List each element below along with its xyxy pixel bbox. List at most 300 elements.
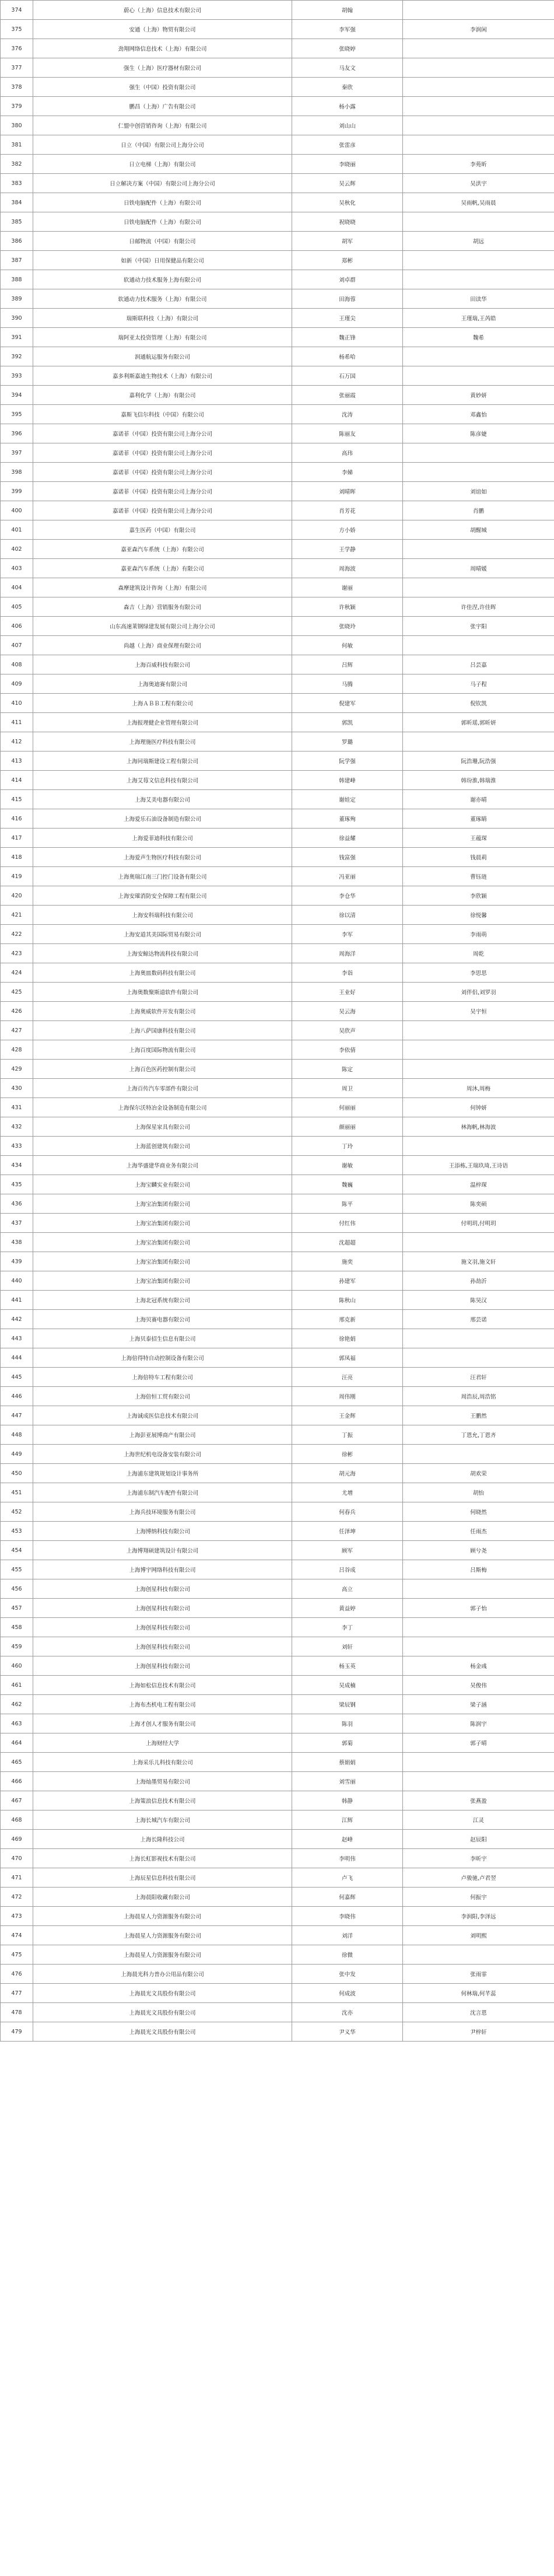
contact-name-cell: 李娣 [292, 463, 403, 482]
table-row [1, 1445, 554, 1464]
row-number-cell: 463 [1, 1714, 33, 1733]
row-number-cell: 407 [1, 636, 33, 655]
contact-name-cell: 祝晓晓 [292, 212, 403, 232]
table-row [1, 1888, 554, 1907]
family-names-cell: 李润阳,李泽远 [403, 1907, 554, 1926]
company-name-cell: 上海兵技环境服务有限公司 [33, 1502, 292, 1522]
contact-name-cell: 王学静 [292, 540, 403, 559]
table-row [1, 1002, 554, 1021]
row-number-cell: 398 [1, 463, 33, 482]
table-row [1, 1348, 554, 1368]
company-name-cell: 上海创星科技有限公司 [33, 1618, 292, 1637]
table-row [1, 540, 554, 559]
row-number-cell: 477 [1, 1984, 33, 2003]
row-number-cell: 432 [1, 1117, 33, 1137]
row-number-cell: 381 [1, 135, 33, 155]
company-name-cell: 嘉诺菲（中国）投资有限公司上海分公司 [33, 443, 292, 463]
contact-name-cell: 王瑾尖 [292, 309, 403, 328]
row-number-cell: 462 [1, 1695, 33, 1714]
family-names-cell: 陈润宇 [403, 1714, 554, 1733]
contact-name-cell: 李丁 [292, 1618, 403, 1637]
row-number-cell: 437 [1, 1214, 33, 1233]
contact-name-cell: 何春兵 [292, 1502, 403, 1522]
company-name-cell: 上海安科瑞科技有限公司 [33, 906, 292, 925]
contact-name-cell: 李依倩 [292, 1040, 403, 1060]
contact-name-cell: 吴欣声 [292, 1021, 403, 1040]
contact-name-cell: 付红伟 [292, 1214, 403, 1233]
family-names-cell [403, 1329, 554, 1348]
contact-name-cell: 李军 [292, 925, 403, 944]
contact-name-cell: 李晓伟 [292, 1907, 403, 1926]
table-body [1, 1, 554, 2042]
table-row [1, 58, 554, 78]
contact-name-cell: 杨小露 [292, 97, 403, 116]
family-names-cell: 李昕宇 [403, 1849, 554, 1868]
contact-name-cell: 高玮 [292, 443, 403, 463]
table-row [1, 1984, 554, 2003]
contact-name-cell: 黄益婷 [292, 1599, 403, 1618]
row-number-cell: 377 [1, 58, 33, 78]
family-names-cell [403, 270, 554, 289]
family-names-cell: 谢亦晴 [403, 790, 554, 809]
row-number-cell: 444 [1, 1348, 33, 1368]
row-number-cell: 440 [1, 1271, 33, 1291]
table-row [1, 309, 554, 328]
contact-name-cell: 方小娇 [292, 520, 403, 540]
table-row [1, 270, 554, 289]
contact-name-cell: 尹义华 [292, 2022, 403, 2042]
contact-name-cell: 李仓华 [292, 886, 403, 906]
company-name-cell: 蔚心（上海）信息技术有限公司 [33, 1, 292, 20]
company-name-cell: 上海安璀消防安全保障工程有限公司 [33, 886, 292, 906]
company-name-cell: 山东高速莱钢绿建发展有限公司上海分公司 [33, 617, 292, 636]
row-number-cell: 424 [1, 963, 33, 983]
contact-name-cell: 何丽丽 [292, 1098, 403, 1117]
row-number-cell: 402 [1, 540, 33, 559]
family-names-cell [403, 1233, 554, 1252]
row-number-cell: 429 [1, 1060, 33, 1079]
family-names-cell: 吕斯梅 [403, 1560, 554, 1579]
family-names-cell: 胡远 [403, 232, 554, 251]
table-row [1, 1156, 554, 1175]
family-names-cell: 张宇阳 [403, 617, 554, 636]
contact-name-cell: 沈亦 [292, 2003, 403, 2022]
family-names-cell: 吴俊伟 [403, 1676, 554, 1695]
table-row [1, 1252, 554, 1271]
company-name-cell: 上海灿墨贸易有限公司 [33, 1772, 292, 1791]
company-name-cell: 上海倍得特自动控制设备有限公司 [33, 1348, 292, 1368]
contact-name-cell: 刘轩 [292, 1637, 403, 1656]
row-number-cell: 427 [1, 1021, 33, 1040]
contact-name-cell: 秦欣 [292, 78, 403, 97]
row-number-cell: 453 [1, 1522, 33, 1541]
company-name-cell: 强生（上海）医疗器材有限公司 [33, 58, 292, 78]
contact-name-cell: 郭菊 [292, 1733, 403, 1753]
family-names-cell: 黄妙妍 [403, 386, 554, 405]
company-name-cell: 上海晨光科力普办公用品有限公司 [33, 1965, 292, 1984]
contact-name-cell: 何嘉辉 [292, 1888, 403, 1907]
row-number-cell: 459 [1, 1637, 33, 1656]
table-row [1, 482, 554, 501]
row-number-cell: 454 [1, 1541, 33, 1560]
company-name-cell: 上海华盛建华商业务有限公司 [33, 1156, 292, 1175]
company-name-cell: 上海安道其美国际贸易有限公司 [33, 925, 292, 944]
row-number-cell: 469 [1, 1830, 33, 1849]
table-row [1, 1695, 554, 1714]
table-row [1, 1753, 554, 1772]
company-name-cell: 上海艾美电器有限公司 [33, 790, 292, 809]
table-row [1, 694, 554, 713]
family-names-cell: 温梓琛 [403, 1175, 554, 1194]
contact-name-cell: 吴云辉 [292, 174, 403, 193]
family-names-cell: 刘谊如 [403, 482, 554, 501]
contact-name-cell: 高立 [292, 1579, 403, 1599]
row-number-cell: 395 [1, 405, 33, 424]
table-row [1, 1483, 554, 1502]
row-number-cell: 460 [1, 1656, 33, 1676]
company-name-cell: 上海博纳科技有限公司 [33, 1522, 292, 1541]
table-row [1, 655, 554, 674]
company-name-cell: 上海同瑞斯建设工程有限公司 [33, 752, 292, 771]
company-name-cell: 上海晨光文具股份有限公司 [33, 2022, 292, 2042]
company-name-cell: 上海倍恒工贸有限公司 [33, 1387, 292, 1406]
row-number-cell: 458 [1, 1618, 33, 1637]
family-names-cell: 刘伴侣,刘罗羽 [403, 983, 554, 1002]
contact-name-cell: 何成波 [292, 1984, 403, 2003]
family-names-cell [403, 1753, 554, 1772]
company-name-cell: 森吉（上海）营销服务有限公司 [33, 597, 292, 617]
contact-name-cell: 卢飞 [292, 1868, 403, 1888]
table-row [1, 443, 554, 463]
row-number-cell: 375 [1, 20, 33, 39]
row-number-cell: 468 [1, 1810, 33, 1830]
row-number-cell: 401 [1, 520, 33, 540]
family-names-cell: 周浩辰,周浩铭 [403, 1387, 554, 1406]
contact-name-cell: 郭凤福 [292, 1348, 403, 1368]
table-row [1, 944, 554, 963]
contact-name-cell: 刘洋 [292, 1926, 403, 1945]
row-number-cell: 446 [1, 1387, 33, 1406]
company-name-cell: 上海策浪信息技术有限公司 [33, 1791, 292, 1810]
table-row [1, 1464, 554, 1483]
row-number-cell: 445 [1, 1368, 33, 1387]
family-names-cell: 李雨萌 [403, 925, 554, 944]
contact-name-cell: 张中发 [292, 1965, 403, 1984]
contact-name-cell: 邢克新 [292, 1310, 403, 1329]
table-row [1, 1830, 554, 1849]
company-name-cell: 上海百色医药控制有限公司 [33, 1060, 292, 1079]
table-row [1, 1772, 554, 1791]
family-names-cell: 吕芸嘉 [403, 655, 554, 674]
contact-name-cell: 吴成楠 [292, 1676, 403, 1695]
company-name-cell: 上海布杰机电工程有限公司 [33, 1695, 292, 1714]
table-row [1, 251, 554, 270]
contact-name-cell: 陈丽友 [292, 424, 403, 443]
company-name-cell: 软通动力技术服务（上海）有限公司 [33, 289, 292, 309]
family-names-cell: 孙劼沂 [403, 1271, 554, 1291]
company-name-cell: 嘉亚森汽车系统（上海）有限公司 [33, 540, 292, 559]
company-name-cell: 上海宝冶集团有限公司 [33, 1214, 292, 1233]
row-number-cell: 392 [1, 347, 33, 366]
table-row [1, 906, 554, 925]
contact-name-cell: 沈涛 [292, 405, 403, 424]
contact-name-cell: 郑彬 [292, 251, 403, 270]
table-row [1, 289, 554, 309]
company-name-cell: 嘉诺菲（中国）投资有限公司上海分公司 [33, 463, 292, 482]
table-row [1, 752, 554, 771]
contact-name-cell: 周卫 [292, 1079, 403, 1098]
row-number-cell: 425 [1, 983, 33, 1002]
company-name-cell: 上海艾莓文信息科技有限公司 [33, 771, 292, 790]
table-row [1, 1945, 554, 1965]
table-row [1, 867, 554, 886]
family-names-cell: 郭昕瑶,郭昕妍 [403, 713, 554, 732]
row-number-cell: 382 [1, 155, 33, 174]
family-names-cell [403, 135, 554, 155]
contact-name-cell: 韩建峰 [292, 771, 403, 790]
contact-name-cell: 梁辰钢 [292, 1695, 403, 1714]
table-row [1, 732, 554, 752]
contact-name-cell: 汪亮 [292, 1368, 403, 1387]
contact-name-cell: 张雷彦 [292, 135, 403, 155]
table-row [1, 366, 554, 386]
company-name-cell: 上海奥皿数码科技有限公司 [33, 963, 292, 983]
family-names-cell: 胡醒城 [403, 520, 554, 540]
company-name-cell: 瑞斯联科技（上海）有限公司 [33, 309, 292, 328]
table-row [1, 925, 554, 944]
row-number-cell: 456 [1, 1579, 33, 1599]
contact-name-cell: 谢敏 [292, 1156, 403, 1175]
family-names-cell: 周沐,周梅 [403, 1079, 554, 1098]
row-number-cell: 471 [1, 1868, 33, 1888]
row-number-cell: 403 [1, 559, 33, 578]
table-row [1, 116, 554, 135]
row-number-cell: 413 [1, 752, 33, 771]
table-row [1, 1656, 554, 1676]
table-row [1, 405, 554, 424]
family-names-cell: 何林瑞,何芊蕊 [403, 1984, 554, 2003]
family-names-cell: 刘明熙 [403, 1926, 554, 1945]
row-number-cell: 442 [1, 1310, 33, 1329]
contact-name-cell: 谢丽 [292, 578, 403, 597]
table-row [1, 559, 554, 578]
company-name-cell: 嘉生医药（中国）有限公司 [33, 520, 292, 540]
company-name-cell: 嘉诺菲（中国）投资有限公司上海分公司 [33, 482, 292, 501]
table-row [1, 597, 554, 617]
table-row [1, 1791, 554, 1810]
table-row [1, 1907, 554, 1926]
company-name-cell: 上海贝泰招生信息有限公司 [33, 1329, 292, 1348]
table-row [1, 232, 554, 251]
family-names-cell: 胡欢荣 [403, 1464, 554, 1483]
row-number-cell: 470 [1, 1849, 33, 1868]
contact-name-cell: 周海波 [292, 559, 403, 578]
company-name-cell: 劲翔网络信息技术（上海）有限公司 [33, 39, 292, 58]
family-names-cell [403, 443, 554, 463]
family-names-cell: 林海帆,林海波 [403, 1117, 554, 1137]
table-row [1, 1079, 554, 1098]
company-name-cell: 日铁电脑配件（上海）有限公司 [33, 212, 292, 232]
contact-name-cell: 周伟刚 [292, 1387, 403, 1406]
company-name-cell: 上海爱菲迪科技有限公司 [33, 829, 292, 848]
company-name-cell: 上海安鲸达物流科技有限公司 [33, 944, 292, 963]
table-row [1, 578, 554, 597]
contact-name-cell: 刘山山 [292, 116, 403, 135]
contact-name-cell: 谢娃定 [292, 790, 403, 809]
table-row [1, 328, 554, 347]
family-names-cell: 徐悦馨 [403, 906, 554, 925]
family-names-cell: 张燕盈 [403, 1791, 554, 1810]
table-row [1, 983, 554, 1002]
contact-name-cell: 何敏 [292, 636, 403, 655]
contact-name-cell: 张丽霞 [292, 386, 403, 405]
contact-name-cell: 尤增 [292, 1483, 403, 1502]
company-name-cell: 上海保星家具有限公司 [33, 1117, 292, 1137]
contact-name-cell: 田海蓉 [292, 289, 403, 309]
contact-name-cell: 陈秋山 [292, 1291, 403, 1310]
company-name-cell: 日立电梯（上海）有限公司 [33, 155, 292, 174]
family-names-cell: 吴洪宇 [403, 174, 554, 193]
company-name-cell: 上海晨星人力资源服务有限公司 [33, 1907, 292, 1926]
table-row [1, 1406, 554, 1425]
contact-name-cell: 阮学强 [292, 752, 403, 771]
row-number-cell: 378 [1, 78, 33, 97]
table-row [1, 617, 554, 636]
table-row [1, 1021, 554, 1040]
family-names-cell [403, 1348, 554, 1368]
table-row [1, 2022, 554, 2042]
company-name-cell: 上海宝冶集团有限公司 [33, 1194, 292, 1214]
row-number-cell: 423 [1, 944, 33, 963]
contact-name-cell: 任泽坤 [292, 1522, 403, 1541]
company-name-cell: 上海如松信息技术有限公司 [33, 1676, 292, 1695]
family-names-cell: 王添栋,王瑞玖琦,王诗语 [403, 1156, 554, 1175]
family-names-cell: 张雨霏 [403, 1965, 554, 1984]
contact-name-cell: 刘雪丽 [292, 1772, 403, 1791]
company-name-cell: 上海北冠系统有限公司 [33, 1291, 292, 1310]
row-number-cell: 416 [1, 809, 33, 829]
family-names-cell [403, 540, 554, 559]
company-name-cell: 上海采乐儿科技有限公司 [33, 1753, 292, 1772]
table-row [1, 424, 554, 443]
row-number-cell: 434 [1, 1156, 33, 1175]
row-number-cell: 457 [1, 1599, 33, 1618]
family-names-cell [403, 1579, 554, 1599]
company-name-cell: 上海世纪机电设备安装有限公司 [33, 1445, 292, 1464]
row-number-cell: 461 [1, 1676, 33, 1695]
company-name-cell: 上海创星科技有限公司 [33, 1599, 292, 1618]
row-number-cell: 451 [1, 1483, 33, 1502]
table-row [1, 1618, 554, 1637]
contact-name-cell: 徐彬 [292, 1445, 403, 1464]
row-number-cell: 379 [1, 97, 33, 116]
family-names-cell: 顾兮尧 [403, 1541, 554, 1560]
company-name-cell: 上海ＡＢＢ工程有限公司 [33, 694, 292, 713]
row-number-cell: 409 [1, 674, 33, 694]
row-number-cell: 452 [1, 1502, 33, 1522]
company-name-cell: 嘉斯飞信尔科技（中国）有限公司 [33, 405, 292, 424]
contact-name-cell: 魏巍 [292, 1175, 403, 1194]
row-number-cell: 466 [1, 1772, 33, 1791]
family-names-cell [403, 1772, 554, 1791]
contact-name-cell: 李晓丽 [292, 155, 403, 174]
table-row [1, 1714, 554, 1733]
family-names-cell: 付明玥,付明玥 [403, 1214, 554, 1233]
contact-name-cell: 吴秋化 [292, 193, 403, 212]
table-row [1, 1387, 554, 1406]
company-name-cell: 上海奥数聚斯道软件有限公司 [33, 983, 292, 1002]
row-number-cell: 435 [1, 1175, 33, 1194]
contact-name-cell: 徐艳娟 [292, 1329, 403, 1348]
table-row [1, 1098, 554, 1117]
company-name-cell: 上海晨阳收藏有限公司 [33, 1888, 292, 1907]
row-number-cell: 465 [1, 1753, 33, 1772]
row-number-cell: 397 [1, 443, 33, 463]
table-row [1, 520, 554, 540]
contact-name-cell: 徐益耀 [292, 829, 403, 848]
row-number-cell: 384 [1, 193, 33, 212]
table-row [1, 1965, 554, 1984]
company-name-cell: 嘉诺菲（中国）投资有限公司上海分公司 [33, 424, 292, 443]
family-names-cell: 江灵 [403, 1810, 554, 1830]
contact-name-cell: 江辉 [292, 1810, 403, 1830]
row-number-cell: 404 [1, 578, 33, 597]
contact-name-cell: 王金辉 [292, 1406, 403, 1425]
table-row [1, 1849, 554, 1868]
contact-name-cell: 许秋颖 [292, 597, 403, 617]
company-name-cell: 上海报理健企业管理有限公司 [33, 713, 292, 732]
table-row [1, 39, 554, 58]
contact-name-cell: 张晓婷 [292, 39, 403, 58]
contact-name-cell: 郭凯 [292, 713, 403, 732]
table-row [1, 193, 554, 212]
row-number-cell: 464 [1, 1733, 33, 1753]
family-names-cell: 倪钦凯 [403, 694, 554, 713]
company-name-cell: 上海保尔沃特冶金设备制造有限公司 [33, 1098, 292, 1117]
family-names-cell: 何钟妍 [403, 1098, 554, 1117]
table-row [1, 1368, 554, 1387]
company-name-cell: 日立解决方案（中国）有限公司上海分公司 [33, 174, 292, 193]
contact-name-cell: 周海洋 [292, 944, 403, 963]
family-names-cell: 陈昊汉 [403, 1291, 554, 1310]
table-row [1, 1810, 554, 1830]
row-number-cell: 431 [1, 1098, 33, 1117]
company-name-cell: 软通动力技术服务上海有限公司 [33, 270, 292, 289]
table-row [1, 1194, 554, 1214]
row-number-cell: 455 [1, 1560, 33, 1579]
contact-name-cell: 吕辉 [292, 655, 403, 674]
contact-name-cell: 李军强 [292, 20, 403, 39]
table-row [1, 174, 554, 193]
row-number-cell: 476 [1, 1965, 33, 1984]
contact-name-cell: 冯亚丽 [292, 867, 403, 886]
row-number-cell: 428 [1, 1040, 33, 1060]
family-names-cell: 周乾 [403, 944, 554, 963]
table-row [1, 1117, 554, 1137]
family-names-cell: 任雨杰 [403, 1522, 554, 1541]
contact-name-cell: 陈定 [292, 1060, 403, 1079]
company-name-cell: 上海爱乐石油设备制造有限公司 [33, 809, 292, 829]
contact-name-cell: 胡翰 [292, 1, 403, 20]
table-row [1, 1137, 554, 1156]
row-number-cell: 383 [1, 174, 33, 193]
family-names-cell [403, 636, 554, 655]
company-name-cell: 嘉诺菲（中国）投资有限公司上海分公司 [33, 501, 292, 520]
table-row [1, 1926, 554, 1945]
company-name-cell: 嘉利化学（上海）有限公司 [33, 386, 292, 405]
company-name-cell: 上海晨星人力资源服务有限公司 [33, 1926, 292, 1945]
row-number-cell: 417 [1, 829, 33, 848]
